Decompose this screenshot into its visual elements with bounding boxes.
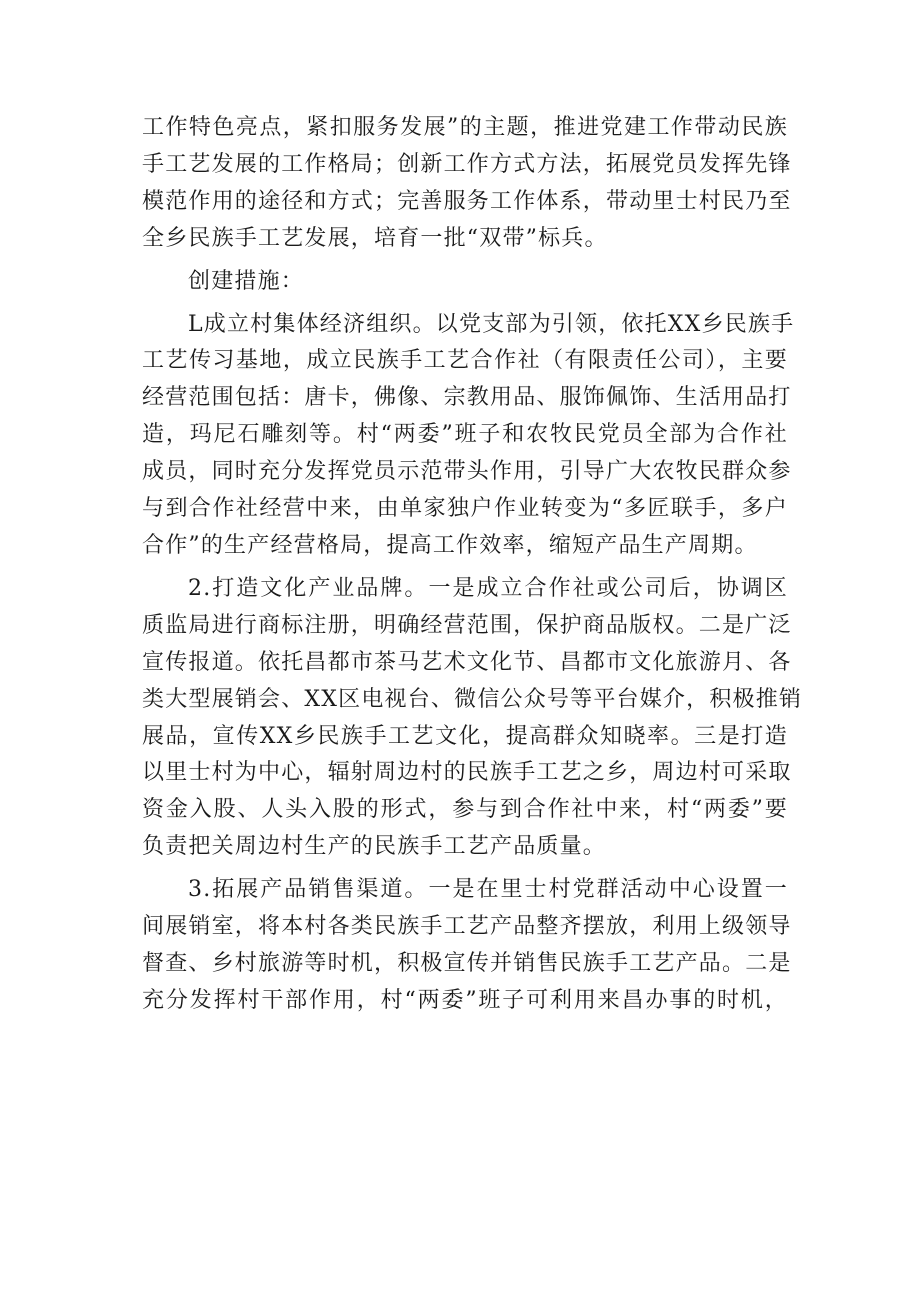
text-line: 资金入股、人头入股的形式，参与到合作社中来，村“两委”要 [142,797,788,823]
text-line: 模范作用的途径和方式；完善服务工作体系，带动里士村民乃至 [142,188,792,214]
text-line: 手工艺发展的工作格局；创新工作方式方法，拓展党员发挥先锋 [142,151,792,177]
text-line: 负责把关周边村生产的民族手工艺产品质量。 [142,834,607,860]
text-line: L成立村集体经济组织。以党支部为引领，依托XX乡民族手 [188,311,795,337]
heading-text: 创建措施： [188,268,305,294]
text-line: 工艺传习基地，成立民族手工艺合作社（有限责任公司），主要 [142,348,788,374]
text-line: 造，玛尼石雕刻等。村“两委”班子和农牧民党员全部为合作社 [142,422,788,448]
text-line: 工作特色亮点，紧扣服务发展”的主题，推进党建工作带动民族 [142,115,788,140]
paragraph-measure-1 [142,307,795,565]
paragraph-measure-3 [142,872,792,1020]
text-line: 经营范围包括：唐卡，佛像、宗教用品、服饰佩饰、生活用品打 [142,385,792,411]
text-line: 3.拓展产品销售渠道。一是在里士村党群活动中心设置一 [188,877,788,903]
section-heading-measures [142,264,788,301]
text-line: 质监局进行商标注册，明确经营范围，保护商品版权。二是广泛 [142,612,792,638]
text-line: 以里士村为中心，辐射周边村的民族手工艺之乡，周边村可采取 [142,760,792,786]
text-line: 类大型展销会、XX区电视台、微信公众号等平台媒介，积极推销 [142,686,803,712]
paragraph-measure-2 [142,571,803,866]
text-line: 督查、乡村旅游等时机，积极宣传并销售民族手工艺产品。二是 [142,950,792,976]
document-body [142,110,803,1020]
text-line: 间展销室，将本村各类民族手工艺产品整齐摆放，利用上级领导 [142,914,792,940]
text-line: 2.打造文化产业品牌。一是成立合作社或公司后，协调区 [188,575,788,601]
text-line: 全乡民族手工艺发展，培育一批“双带”标兵。 [142,225,608,251]
text-line: 合作”的生产经营格局，提高工作效率，缩短产品生产周期。 [142,532,758,558]
text-line: 成员，同时充分发挥党员示范带头作用，引导广大农牧民群众参 [142,459,792,485]
paragraph-goals-continued [142,110,792,258]
text-line: 展品，宣传XX乡民族手工艺文化，提高群众知晓率。三是打造 [142,723,788,749]
text-line: 充分发挥村干部作用，村“两委”班子可利用来昌办事的时机， [142,987,788,1013]
text-line: 宣传报道。依托昌都市茶马艺术文化节、昌都市文化旅游月、各 [142,649,792,675]
text-line: 与到合作社经营中来，由单家独户作业转变为“多匠联手，多户 [142,496,788,522]
